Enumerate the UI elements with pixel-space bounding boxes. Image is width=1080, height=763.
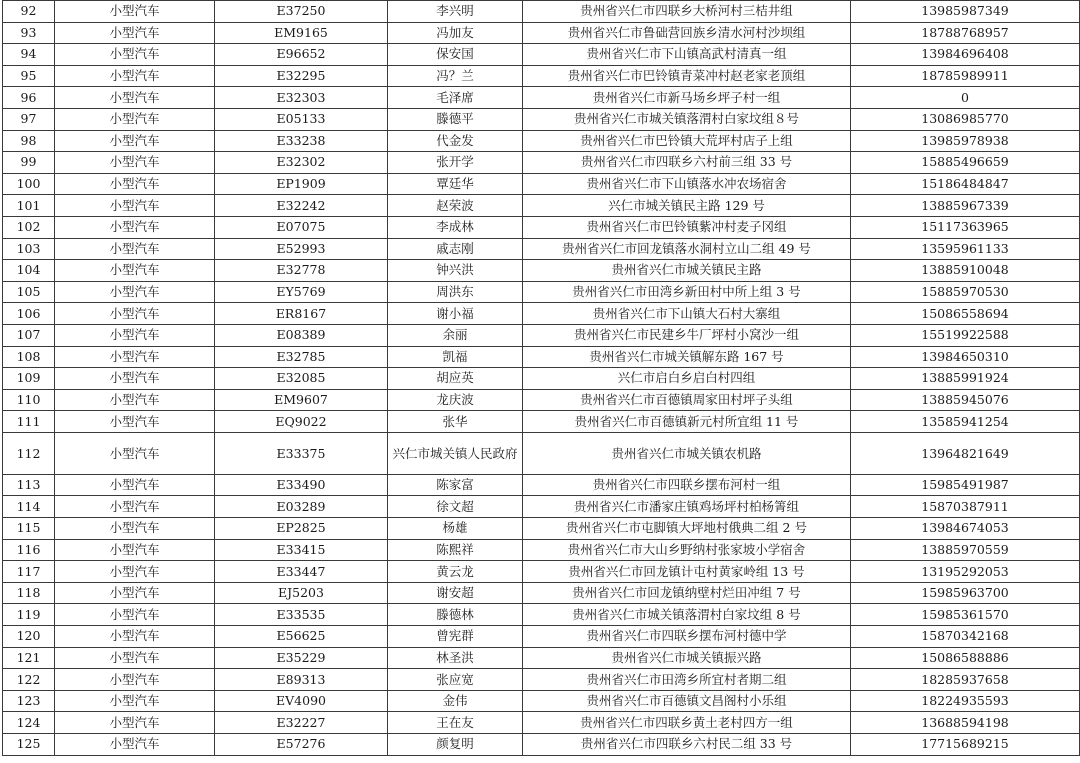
vehicle-type-cell: 小型汽车 <box>55 281 215 303</box>
table-row <box>3 1 1080 23</box>
vehicle-type-cell: 小型汽车 <box>55 44 215 66</box>
address-cell: 贵州省兴仁市巴铃镇大荒坪村店子上组 <box>523 130 851 152</box>
vehicle-type-cell: 小型汽车 <box>55 324 215 346</box>
vehicle-type-cell: 小型汽车 <box>55 65 215 87</box>
row-number-cell: 108 <box>3 346 55 368</box>
vehicle-type-cell: 小型汽车 <box>55 712 215 734</box>
row-number-cell: 105 <box>3 281 55 303</box>
address-cell: 贵州省兴仁市城关镇解东路 167 号 <box>523 346 851 368</box>
owner-name-cell: 余丽 <box>388 324 523 346</box>
plate-number-cell: E33415 <box>215 539 388 561</box>
phone-number-cell: 13195292053 <box>851 561 1080 583</box>
table-row <box>3 260 1080 282</box>
vehicle-type-cell: 小型汽车 <box>55 238 215 260</box>
table-row <box>3 626 1080 648</box>
row-number-cell: 122 <box>3 669 55 691</box>
phone-number-cell: 18224935593 <box>851 690 1080 712</box>
plate-number-cell: EM9165 <box>215 22 388 44</box>
owner-name-cell: 张开学 <box>388 152 523 174</box>
row-number-cell: 98 <box>3 130 55 152</box>
table-row <box>3 195 1080 217</box>
plate-number-cell: E03289 <box>215 496 388 518</box>
vehicle-type-cell: 小型汽车 <box>55 1 215 23</box>
owner-name-cell: 杨雄 <box>388 518 523 540</box>
plate-number-cell: EQ9022 <box>215 411 388 433</box>
table-row <box>3 65 1080 87</box>
address-cell: 贵州省兴仁市鲁础营回族乡清水河村沙坝组 <box>523 22 851 44</box>
owner-name-cell: 凯福 <box>388 346 523 368</box>
vehicle-type-cell: 小型汽车 <box>55 734 215 756</box>
vehicle-type-cell: 小型汽车 <box>55 626 215 648</box>
owner-name-cell: 黄云龙 <box>388 561 523 583</box>
address-cell: 贵州省兴仁市四联乡黄土老村四方一组 <box>523 712 851 734</box>
address-cell: 兴仁市启白乡启白村四组 <box>523 368 851 390</box>
plate-number-cell: E33238 <box>215 130 388 152</box>
row-number-cell: 120 <box>3 626 55 648</box>
address-cell: 贵州省兴仁市田湾乡新田村中所上组 3 号 <box>523 281 851 303</box>
owner-name-cell: 林圣洪 <box>388 647 523 669</box>
table-row <box>3 539 1080 561</box>
plate-number-cell: E35229 <box>215 647 388 669</box>
plate-number-cell: E89313 <box>215 669 388 691</box>
address-cell: 贵州省兴仁市田湾乡所宜村者期二组 <box>523 669 851 691</box>
address-cell: 贵州省兴仁市新马场乡坪子村一组 <box>523 87 851 109</box>
row-number-cell: 107 <box>3 324 55 346</box>
table-row <box>3 368 1080 390</box>
owner-name-cell: 谢小福 <box>388 303 523 325</box>
table-row <box>3 346 1080 368</box>
row-number-cell: 99 <box>3 152 55 174</box>
table-row <box>3 44 1080 66</box>
vehicle-type-cell: 小型汽车 <box>55 303 215 325</box>
address-cell: 贵州省兴仁市四联乡摆布河村德中学 <box>523 626 851 648</box>
plate-number-cell: E32295 <box>215 65 388 87</box>
table-row <box>3 474 1080 496</box>
phone-number-cell: 13585941254 <box>851 411 1080 433</box>
address-cell: 贵州省兴仁市回龙镇纳壁村烂田冲组 7 号 <box>523 582 851 604</box>
row-number-cell: 93 <box>3 22 55 44</box>
owner-name-cell: 冯加友 <box>388 22 523 44</box>
phone-number-cell: 15870342168 <box>851 626 1080 648</box>
address-cell: 贵州省兴仁市四联乡大桥河村三桔井组 <box>523 1 851 23</box>
vehicle-type-cell: 小型汽车 <box>55 690 215 712</box>
row-number-cell: 102 <box>3 216 55 238</box>
plate-number-cell: E33447 <box>215 561 388 583</box>
table-row <box>3 303 1080 325</box>
row-number-cell: 118 <box>3 582 55 604</box>
phone-number-cell: 15117363965 <box>851 216 1080 238</box>
row-number-cell: 97 <box>3 108 55 130</box>
row-number-cell: 103 <box>3 238 55 260</box>
address-cell: 贵州省兴仁市巴铃镇青菜冲村赵老家老顶组 <box>523 65 851 87</box>
plate-number-cell: E52993 <box>215 238 388 260</box>
vehicle-type-cell: 小型汽车 <box>55 22 215 44</box>
row-number-cell: 100 <box>3 173 55 195</box>
vehicle-type-cell: 小型汽车 <box>55 173 215 195</box>
phone-number-cell: 13688594198 <box>851 712 1080 734</box>
phone-number-cell: 13595961133 <box>851 238 1080 260</box>
owner-name-cell: 李兴明 <box>388 1 523 23</box>
owner-name-cell: 代金发 <box>388 130 523 152</box>
owner-name-cell: 徐文超 <box>388 496 523 518</box>
table-row <box>3 734 1080 756</box>
plate-number-cell: E32303 <box>215 87 388 109</box>
phone-number-cell: 13885967339 <box>851 195 1080 217</box>
row-number-cell: 113 <box>3 474 55 496</box>
phone-number-cell: 15885496659 <box>851 152 1080 174</box>
owner-name-cell: 兴仁市城关镇人民政府 <box>388 432 523 474</box>
owner-name-cell: 陈熙祥 <box>388 539 523 561</box>
address-cell: 贵州省兴仁市屯脚镇大坪地村俄典二组 2 号 <box>523 518 851 540</box>
address-cell: 贵州省兴仁市城关镇振兴路 <box>523 647 851 669</box>
table-row <box>3 561 1080 583</box>
row-number-cell: 110 <box>3 389 55 411</box>
address-cell: 贵州省兴仁市城关镇落渭村白家坟组 8 号 <box>523 604 851 626</box>
table-row <box>3 238 1080 260</box>
address-cell: 贵州省兴仁市下山镇大石村大寨组 <box>523 303 851 325</box>
plate-number-cell: E32227 <box>215 712 388 734</box>
table-row <box>3 411 1080 433</box>
vehicle-type-cell: 小型汽车 <box>55 346 215 368</box>
owner-name-cell: 赵荣波 <box>388 195 523 217</box>
plate-number-cell: E32785 <box>215 346 388 368</box>
address-cell: 贵州省兴仁市回龙镇计屯村黄家岭组 13 号 <box>523 561 851 583</box>
plate-number-cell: E32242 <box>215 195 388 217</box>
phone-number-cell: 13964821649 <box>851 432 1080 474</box>
owner-name-cell: 冯？兰 <box>388 65 523 87</box>
owner-name-cell: 谢安超 <box>388 582 523 604</box>
address-cell: 贵州省兴仁市回龙镇落水洞村立山二组 49 号 <box>523 238 851 260</box>
plate-number-cell: E33535 <box>215 604 388 626</box>
plate-number-cell: E37250 <box>215 1 388 23</box>
phone-number-cell: 15985491987 <box>851 474 1080 496</box>
owner-name-cell: 王在友 <box>388 712 523 734</box>
table-row <box>3 108 1080 130</box>
vehicle-type-cell: 小型汽车 <box>55 561 215 583</box>
plate-number-cell: E96652 <box>215 44 388 66</box>
vehicle-type-cell: 小型汽车 <box>55 496 215 518</box>
row-number-cell: 111 <box>3 411 55 433</box>
phone-number-cell: 15870387911 <box>851 496 1080 518</box>
row-number-cell: 125 <box>3 734 55 756</box>
plate-number-cell: E32085 <box>215 368 388 390</box>
row-number-cell: 121 <box>3 647 55 669</box>
table-row <box>3 389 1080 411</box>
phone-number-cell: 15519922588 <box>851 324 1080 346</box>
owner-name-cell: 毛泽席 <box>388 87 523 109</box>
owner-name-cell: 周洪东 <box>388 281 523 303</box>
table-row <box>3 604 1080 626</box>
plate-number-cell: E05133 <box>215 108 388 130</box>
row-number-cell: 92 <box>3 1 55 23</box>
vehicle-type-cell: 小型汽车 <box>55 130 215 152</box>
vehicle-type-cell: 小型汽车 <box>55 669 215 691</box>
vehicle-type-cell: 小型汽车 <box>55 368 215 390</box>
phone-number-cell: 13984696408 <box>851 44 1080 66</box>
owner-name-cell: 张华 <box>388 411 523 433</box>
row-number-cell: 119 <box>3 604 55 626</box>
row-number-cell: 95 <box>3 65 55 87</box>
plate-number-cell: E56625 <box>215 626 388 648</box>
row-number-cell: 96 <box>3 87 55 109</box>
address-cell: 贵州省兴仁市潘家庄镇鸡场坪村柏杨箐组 <box>523 496 851 518</box>
phone-number-cell: 13885945076 <box>851 389 1080 411</box>
address-cell: 兴仁市城关镇民主路 129 号 <box>523 195 851 217</box>
phone-number-cell: 18785989911 <box>851 65 1080 87</box>
phone-number-cell: 15086558694 <box>851 303 1080 325</box>
vehicle-type-cell: 小型汽车 <box>55 216 215 238</box>
row-number-cell: 114 <box>3 496 55 518</box>
owner-name-cell: 陈家富 <box>388 474 523 496</box>
table-row <box>3 130 1080 152</box>
table-row <box>3 496 1080 518</box>
table-row <box>3 690 1080 712</box>
phone-number-cell: 15186484847 <box>851 173 1080 195</box>
address-cell: 贵州省兴仁市下山镇落水冲农场宿舍 <box>523 173 851 195</box>
vehicle-type-cell: 小型汽车 <box>55 647 215 669</box>
address-cell: 贵州省兴仁市民建乡牛厂坪村小窝沙一组 <box>523 324 851 346</box>
vehicle-type-cell: 小型汽车 <box>55 108 215 130</box>
vehicle-type-cell: 小型汽车 <box>55 518 215 540</box>
table-row <box>3 22 1080 44</box>
address-cell: 贵州省兴仁市城关镇民主路 <box>523 260 851 282</box>
plate-number-cell: EP2825 <box>215 518 388 540</box>
phone-number-cell: 13885910048 <box>851 260 1080 282</box>
address-cell: 贵州省兴仁市下山镇高武村清真一组 <box>523 44 851 66</box>
phone-number-cell: 15985963700 <box>851 582 1080 604</box>
address-cell: 贵州省兴仁市四联乡摆布河村一组 <box>523 474 851 496</box>
owner-name-cell: 龙庆波 <box>388 389 523 411</box>
row-number-cell: 94 <box>3 44 55 66</box>
table-row <box>3 87 1080 109</box>
plate-number-cell: E57276 <box>215 734 388 756</box>
owner-name-cell: 钟兴洪 <box>388 260 523 282</box>
owner-name-cell: 颜复明 <box>388 734 523 756</box>
owner-name-cell: 胡应英 <box>388 368 523 390</box>
phone-number-cell: 13086985770 <box>851 108 1080 130</box>
owner-name-cell: 保安国 <box>388 44 523 66</box>
vehicle-type-cell: 小型汽车 <box>55 195 215 217</box>
address-cell: 贵州省兴仁市百德镇新元村所宜组 11 号 <box>523 411 851 433</box>
vehicle-type-cell: 小型汽车 <box>55 389 215 411</box>
plate-number-cell: EY5769 <box>215 281 388 303</box>
address-cell: 贵州省兴仁市巴铃镇紫冲村麦子冈组 <box>523 216 851 238</box>
owner-name-cell: 曾宪群 <box>388 626 523 648</box>
row-number-cell: 115 <box>3 518 55 540</box>
vehicle-type-cell: 小型汽车 <box>55 474 215 496</box>
phone-number-cell: 13885970559 <box>851 539 1080 561</box>
row-number-cell: 124 <box>3 712 55 734</box>
owner-name-cell: 覃廷华 <box>388 173 523 195</box>
phone-number-cell: 17715689215 <box>851 734 1080 756</box>
phone-number-cell: 13984650310 <box>851 346 1080 368</box>
plate-number-cell: E07075 <box>215 216 388 238</box>
plate-number-cell: ER8167 <box>215 303 388 325</box>
vehicle-type-cell: 小型汽车 <box>55 604 215 626</box>
phone-number-cell: 13984674053 <box>851 518 1080 540</box>
phone-number-cell: 15086588886 <box>851 647 1080 669</box>
row-number-cell: 106 <box>3 303 55 325</box>
owner-name-cell: 李成林 <box>388 216 523 238</box>
row-number-cell: 117 <box>3 561 55 583</box>
plate-number-cell: E32778 <box>215 260 388 282</box>
plate-number-cell: E08389 <box>215 324 388 346</box>
plate-number-cell: EV4090 <box>215 690 388 712</box>
phone-number-cell: 18285937658 <box>851 669 1080 691</box>
vehicle-type-cell: 小型汽车 <box>55 539 215 561</box>
table-row <box>3 582 1080 604</box>
plate-number-cell: E33375 <box>215 432 388 474</box>
row-number-cell: 101 <box>3 195 55 217</box>
row-number-cell: 104 <box>3 260 55 282</box>
plate-number-cell: EP1909 <box>215 173 388 195</box>
table-row <box>3 324 1080 346</box>
owner-name-cell: 戚志刚 <box>388 238 523 260</box>
vehicle-type-cell: 小型汽车 <box>55 260 215 282</box>
table-row <box>3 712 1080 734</box>
row-number-cell: 123 <box>3 690 55 712</box>
address-cell: 贵州省兴仁市城关镇农机路 <box>523 432 851 474</box>
table-row <box>3 432 1080 474</box>
owner-name-cell: 张应宽 <box>388 669 523 691</box>
vehicle-type-cell: 小型汽车 <box>55 152 215 174</box>
owner-name-cell: 滕德林 <box>388 604 523 626</box>
phone-number-cell: 13985978938 <box>851 130 1080 152</box>
row-number-cell: 109 <box>3 368 55 390</box>
row-number-cell: 116 <box>3 539 55 561</box>
table-row <box>3 647 1080 669</box>
table-body <box>3 1 1080 756</box>
address-cell: 贵州省兴仁市城关镇落渭村白家坟组８号 <box>523 108 851 130</box>
plate-number-cell: EM9607 <box>215 389 388 411</box>
phone-number-cell: 13985987349 <box>851 1 1080 23</box>
vehicle-type-cell: 小型汽车 <box>55 411 215 433</box>
phone-number-cell: 0 <box>851 87 1080 109</box>
phone-number-cell: 18788768957 <box>851 22 1080 44</box>
owner-name-cell: 金伟 <box>388 690 523 712</box>
table-row <box>3 216 1080 238</box>
address-cell: 贵州省兴仁市四联乡六村民二组 33 号 <box>523 734 851 756</box>
owner-name-cell: 滕德平 <box>388 108 523 130</box>
plate-number-cell: E32302 <box>215 152 388 174</box>
vehicle-type-cell: 小型汽车 <box>55 87 215 109</box>
phone-number-cell: 13885991924 <box>851 368 1080 390</box>
table-row <box>3 281 1080 303</box>
address-cell: 贵州省兴仁市百德镇文昌阁村小乐组 <box>523 690 851 712</box>
table-row <box>3 152 1080 174</box>
vehicle-registry-table <box>2 0 1080 756</box>
row-number-cell: 112 <box>3 432 55 474</box>
phone-number-cell: 15885970530 <box>851 281 1080 303</box>
table-row <box>3 173 1080 195</box>
address-cell: 贵州省兴仁市百德镇周家田村坪子头组 <box>523 389 851 411</box>
plate-number-cell: EJ5203 <box>215 582 388 604</box>
table-row <box>3 518 1080 540</box>
address-cell: 贵州省兴仁市四联乡六村前三组 33 号 <box>523 152 851 174</box>
address-cell: 贵州省兴仁市大山乡野纳村张家坡小学宿舍 <box>523 539 851 561</box>
plate-number-cell: E33490 <box>215 474 388 496</box>
phone-number-cell: 15985361570 <box>851 604 1080 626</box>
vehicle-type-cell: 小型汽车 <box>55 432 215 474</box>
vehicle-type-cell: 小型汽车 <box>55 582 215 604</box>
table-row <box>3 669 1080 691</box>
